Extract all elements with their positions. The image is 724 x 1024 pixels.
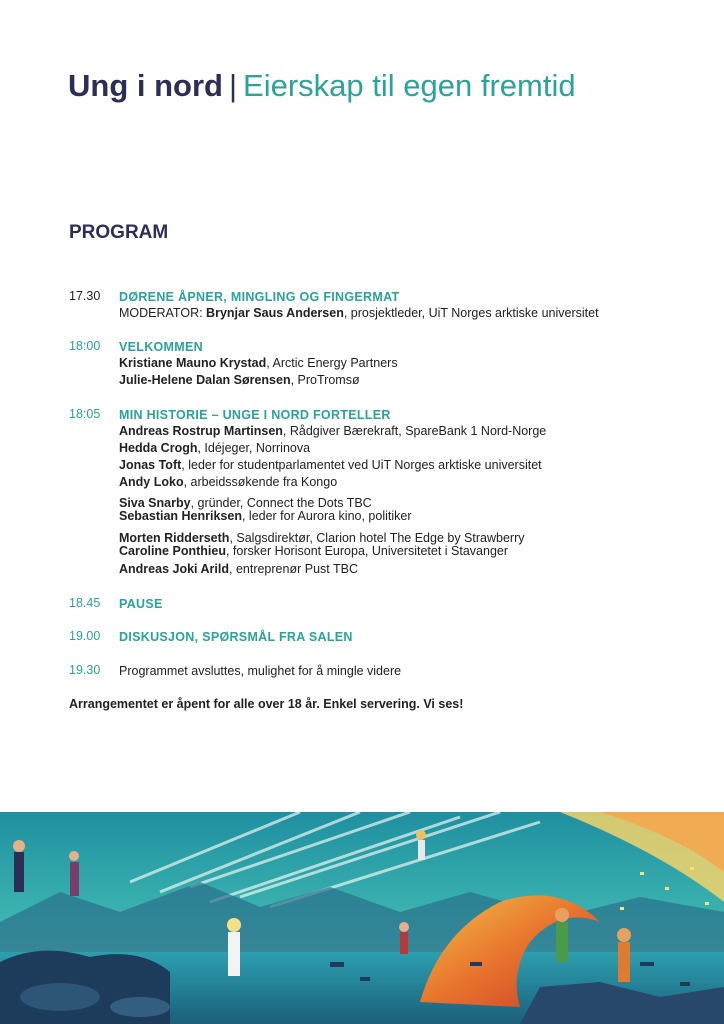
speaker-role: , Idéjeger, Norrinova	[197, 441, 311, 455]
speaker-role: , Arctic Energy Partners	[266, 356, 398, 370]
speaker-role: , forsker Horisont Europa, Universitetet i Stavanger	[225, 544, 509, 558]
item-heading: PAUSE	[119, 597, 163, 611]
speaker-name: Siva Snarby	[119, 496, 191, 510]
speaker-role: , prosjektleder, UiT Norges arktiske universitet	[343, 306, 599, 320]
speaker-name: Morten Ridderseth	[119, 531, 230, 545]
speaker-role: , entreprenør Pust TBC	[229, 562, 358, 576]
speaker-name: Brynjar Saus Andersen	[206, 306, 344, 320]
title-part-2: Eierskap til egen fremtid	[243, 68, 576, 103]
speaker-line	[119, 355, 699, 372]
speaker-role: , leder for Aurora kino, politiker	[241, 509, 412, 523]
item-heading: DØRENE ÅPNER, MINGLING OG FINGERMAT	[119, 290, 400, 304]
item-heading: VELKOMMEN	[119, 340, 203, 354]
item-time: 19.30	[69, 663, 101, 677]
moderator-prefix: MODERATOR:	[119, 306, 207, 320]
item-time: 18:00	[69, 339, 101, 353]
item-time: 18.45	[69, 596, 101, 610]
speaker-name: Julie-Helene Dalan Sørensen	[119, 373, 291, 387]
speaker-name: Andreas Joki Arild	[119, 562, 229, 576]
speaker-line	[119, 423, 699, 440]
speaker-line	[119, 372, 699, 389]
item-time: 19.00	[69, 629, 101, 643]
speaker-line	[119, 561, 699, 578]
document-title	[68, 68, 576, 104]
speaker-line	[119, 457, 699, 474]
speaker-line	[119, 440, 699, 457]
title-separator: |	[228, 68, 238, 103]
item-heading: DISKUSJON, SPØRSMÅL FRA SALEN	[119, 630, 353, 644]
title-part-1: Ung i nord	[68, 68, 223, 103]
speaker-line	[119, 545, 699, 558]
speaker-name: Sebastian Henriksen	[119, 509, 242, 523]
speaker-line	[119, 474, 699, 491]
illustration-banner	[0, 812, 724, 1024]
speaker-name: Hedda Crogh	[119, 441, 198, 455]
item-time: 18:05	[69, 407, 101, 421]
speaker-name: Jonas Toft	[119, 458, 182, 472]
item-text: Programmet avsluttes, mulighet for å mingle videre	[119, 664, 402, 678]
speaker-role: , arbeidssøkende fra Kongo	[183, 475, 338, 489]
moderator-line	[119, 305, 699, 322]
item-heading: MIN HISTORIE – UNGE I NORD FORTELLER	[119, 408, 391, 422]
speaker-name: Andreas Rostrup Martinsen	[119, 424, 283, 438]
speaker-line	[119, 510, 699, 523]
speaker-name: Kristiane Mauno Krystad	[119, 356, 267, 370]
program-heading: PROGRAM	[69, 222, 169, 243]
speaker-role: , gründer, Connect the Dots TBC	[190, 496, 372, 510]
speaker-role: , Rådgiver Bærekraft, SpareBank 1 Nord-Norge	[282, 424, 547, 438]
item-time: 17.30	[69, 289, 101, 303]
speaker-name: Andy Loko	[119, 475, 184, 489]
speaker-role: , Salgsdirektør, Clarion hotel The Edge by Strawberry	[229, 531, 525, 545]
footer-note: Arrangementet er åpent for alle over 18 år. Enkel servering. Vi ses!	[69, 697, 464, 711]
speaker-role: , ProTromsø	[290, 373, 360, 387]
speaker-name: Caroline Ponthieu	[119, 544, 226, 558]
speaker-role: , leder for studentparlamentet ved UiT Norges arktiske universitet	[181, 458, 542, 472]
